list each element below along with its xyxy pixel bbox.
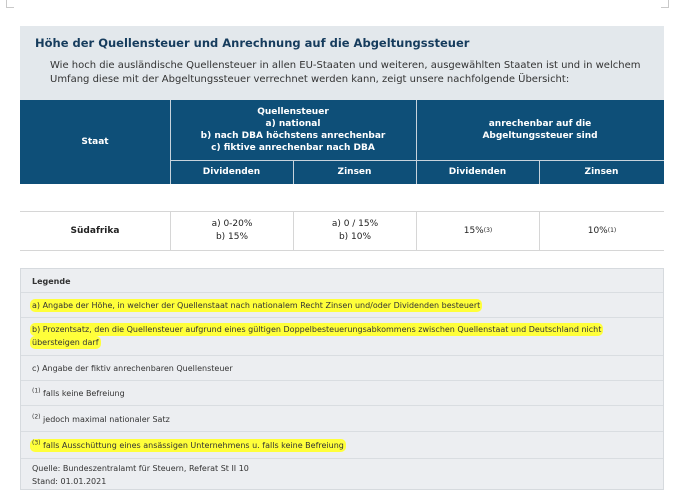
legend-highlight xyxy=(21,299,518,312)
footnote-marker: (3) xyxy=(32,439,41,447)
legend-panel xyxy=(20,268,664,490)
legend-source: Quelle: Bundeszentralamt für Steuern, Referat St II 10 xyxy=(32,464,249,473)
legend-footnote-2 xyxy=(32,413,170,426)
legend-footnote-3 xyxy=(32,439,344,452)
table-header xyxy=(20,100,664,184)
legend-item-2 xyxy=(21,406,663,432)
legend-footnote-1 xyxy=(32,387,125,400)
legend-text-b1: b) Prozentsatz, den die Quellensteuer aufgrund eines gültigen Doppelbesteuerungsabkommens zwischen Quellenstaat und Deutschland nicht xyxy=(32,325,602,334)
legend-text-a: a) Angabe der Höhe, in welcher der Quellenstaat nach nationalem Recht Zinsen und/oder Dividenden besteuert xyxy=(32,301,481,310)
legend-stand: Stand: 01.01.2021 xyxy=(32,477,107,486)
legend-text-c: c) Angabe der fiktiv anrechenbaren Quellensteuer xyxy=(32,364,233,373)
legend-item-1 xyxy=(21,381,663,406)
intro-panel xyxy=(20,26,664,100)
footnote-marker: (2) xyxy=(32,413,41,421)
legend-title-row xyxy=(21,269,663,293)
subheader-dividenden-anrechenbar: Dividenden xyxy=(448,167,507,177)
cell-value: 15% xyxy=(463,225,484,236)
legend-item-a xyxy=(21,293,663,318)
subheader-zinsen-quellensteuer: Zinsen xyxy=(337,167,372,177)
window-corner-right xyxy=(661,0,669,8)
cell-quellensteuer-dividenden: a) 0-20% b) 15% xyxy=(170,212,293,250)
footnote-marker: (1) xyxy=(32,387,41,395)
header-quellensteuer: Quellensteuer a) national b) nach DBA höchstens anrechenbar c) fiktive anrechenbar nach DBA xyxy=(200,107,386,153)
header-staat: Staat xyxy=(81,137,109,147)
table-row xyxy=(20,211,664,251)
legend-item-b xyxy=(21,318,663,356)
legend-title: Legende xyxy=(32,277,71,286)
header-anrechenbar: anrechenbar auf die Abgeltungssteuer sind xyxy=(482,119,598,141)
legend-item-c xyxy=(21,356,663,381)
legend-b-block xyxy=(32,323,601,349)
page-title: Höhe der Quellensteuer und Anrechnung auf die Abgeltungssteuer xyxy=(35,36,470,50)
subheader-zinsen-anrechenbar: Zinsen xyxy=(584,167,619,177)
legend-item-3 xyxy=(21,432,663,459)
legend-text-b2: übersteigen darf xyxy=(32,338,99,347)
cell-anrechenbar-dividenden: 15% (3) xyxy=(416,212,539,250)
subheader-dividenden-quellensteuer: Dividenden xyxy=(202,167,261,177)
cell-anrechenbar-zinsen: 10% (1) xyxy=(539,212,664,250)
legend-text-2: jedoch maximal nationaler Satz xyxy=(40,415,170,424)
cell-quellensteuer-zinsen: a) 0 / 15% b) 10% xyxy=(293,212,416,250)
window-corner-left xyxy=(6,0,14,8)
legend-text-1: falls keine Befreiung xyxy=(40,389,125,398)
cell-staat: Südafrika xyxy=(70,225,120,236)
legend-highlight xyxy=(32,441,344,450)
cell-value: 10% xyxy=(587,225,608,236)
legend-text-3: falls Ausschüttung eines ansässigen Unternehmens u. falls keine Befreiung xyxy=(40,441,344,450)
intro-text: Wie hoch die ausländische Quellensteuer in allen EU-Staaten und weiteren, ausgewählten Staaten ist und in welchem Umfang diese mit der Abgeltungssteuer verrechnet werden kann, zeigt unsere nachfolgende Übersicht: xyxy=(50,60,641,85)
